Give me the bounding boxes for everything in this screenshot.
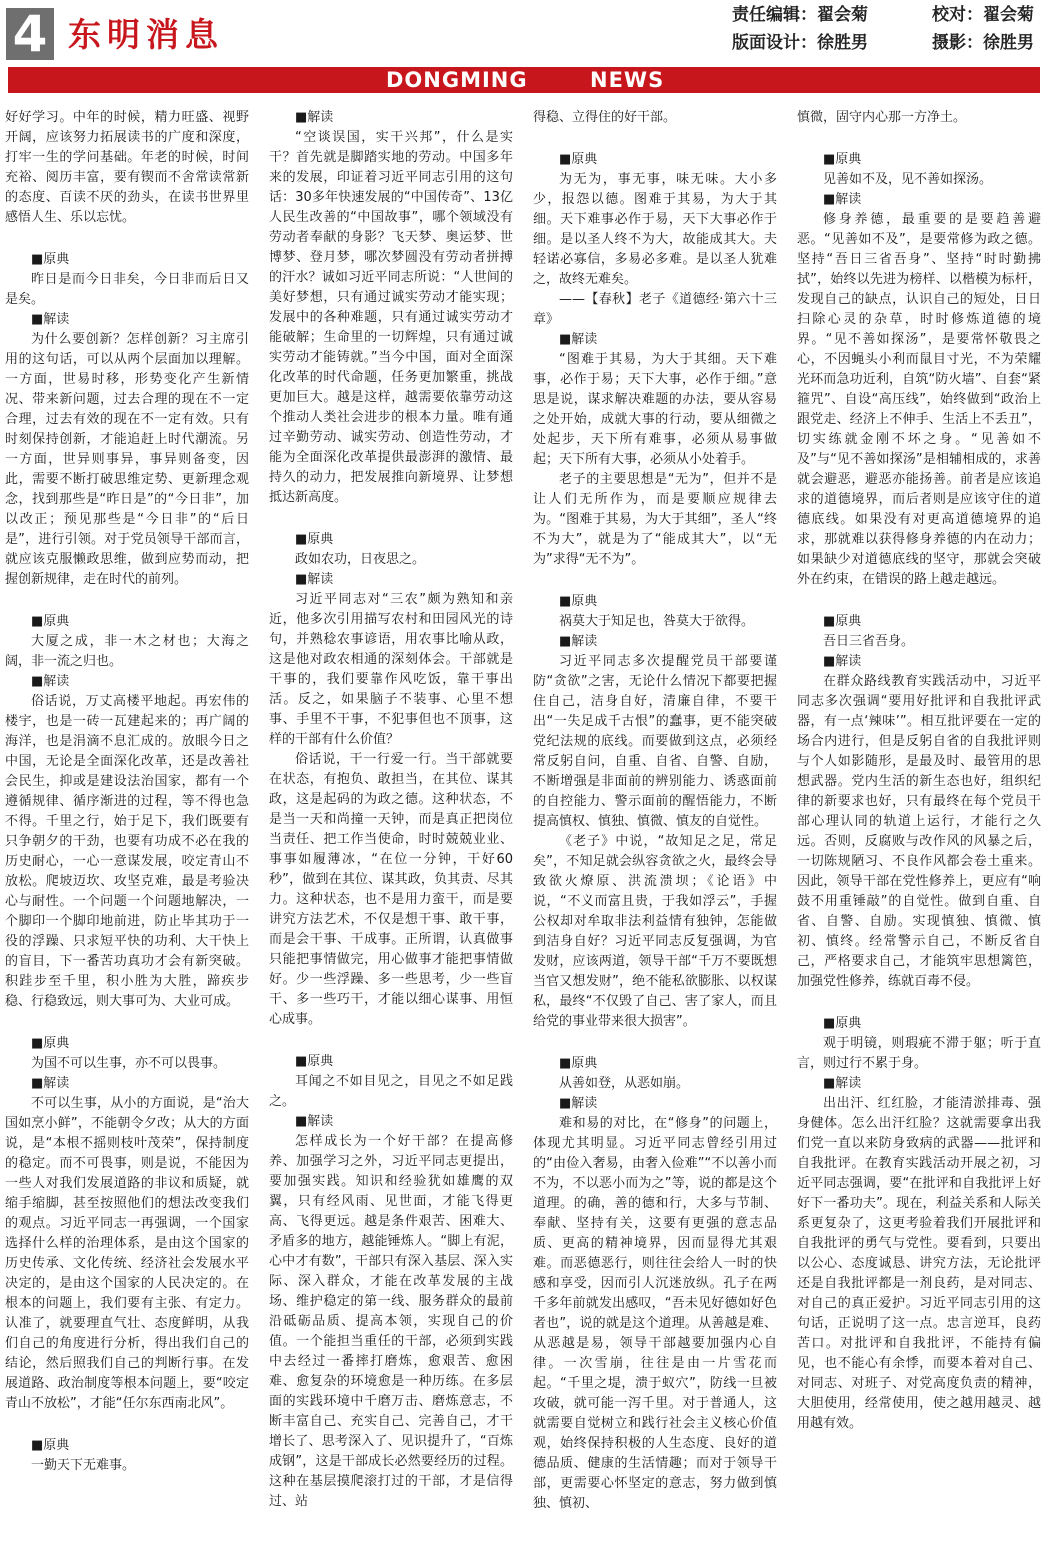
section-label: ■解读 <box>559 634 598 649</box>
paragraph: 怎样成长为一个好干部？在提高修养、加强学习之外，习近平同志更提出，要加强实践。知识和经验犹如雄鹰的双翼，只有经风雨、见世面，才能飞得更高、飞得更远。越是条件艰苦、困难大、矛盾多的地方，越能锤炼人。“脚上有泥，心中才有数”，干部只有深入基层、深入实际、深入群众，才能在改革发展的主战场、维护稳定的第一线、服务群众的最前沿砥砺品质、提高本领，实现自己的价值。一个能担当重任的干部，必须到实践中去经过一番摔打磨炼，愈艰苦、愈困难、愈复杂的环境愈是一种历练。在多层面的实践环境中千磨万击、磨炼意志，不断丰富自己、充实自己、完善自己，才干增长了、思考深入了、见识提升了，“百炼成钢”，这是干部成长必然要经历的过程。这种在基层摸爬滚打过的干部，才是信得过、站 <box>269 1134 513 1509</box>
designer-credit: 版面设计：徐胜男 <box>732 33 868 53</box>
section-label: ■原典 <box>31 1438 70 1453</box>
section-label: ■原典 <box>559 152 598 167</box>
paragraph: 难和易的对比，在“修身”的问题上，体现尤其明显。习近平同志曾经引用过的“由俭入奢易，由奢入俭难”“不以善小而不为，不以恶小而为之”等，说的都是这个道理。的确，善的德和行，大多与节制、奉献、坚持有关，这要有更强的意志品质、更高的精神境界，因而显得尤其艰难。而恶德恶行，则往往会给人一时的快感和享受，因而引人沉迷放纵。孔子在两千多年前就发出感叹，“吾未见好德如好色者也”，说的就是这个道理。从善越是难、从恶越是易，领导干部越要加强内心自律。一次雪崩，往往是由一片雪花而起。“千里之堤，溃于蚁穴”，防线一旦被攻破，就可能一泻千里。对于普通人，这就需要自觉树立和践行社会主义核心价值观，始终保持积极的人生态度、良好的道德品质、健康的生活情趣；而对于领导干部，更需要心怀坚定的意志，努力做到慎独、慎初、 <box>533 1116 777 1511</box>
section-label: ■解读 <box>823 192 862 207</box>
section-label: ■解读 <box>295 110 334 125</box>
banner-word-dongming: DONGMING <box>386 68 528 92</box>
section-label: ■原典 <box>823 152 862 167</box>
masthead-banner <box>8 67 1040 93</box>
paragraph: 俗话说，万丈高楼平地起。再宏伟的楼宇，也是一砖一瓦建起来的；再广阔的海洋，也是涓滴不息汇成的。放眼今日之中国，无论是全面深化改革，还是改善社会民生，抑或是建设法治国家，都有一个遵循规律、循序渐进的过程，等不得也急不得。千里之行，始于足下，我们既要有只争朝夕的干劲，也要有功成不必在我的历史耐心，一心一意谋发展，咬定青山不放松。爬坡迈坎、攻坚克难，最是考验决心与耐性。一个问题一个问题地解决，一个脚印一个脚印地前进，防止毕其功于一役的浮躁、只求短平快的功利、大干快上的盲目，下一番苦功真功才会有新突破。积跬步至千里，积小胜为大胜，蹄疾步稳、行稳致远，则大事可为、大业可成。 <box>5 694 249 1009</box>
quote-text: 观于明镜，则瑕疵不滞于躯；听于直言，则过行不累于身。 <box>797 1036 1041 1071</box>
quote-text: 为无为，事无事，味无味。大小多少，报怨以德。图难于其易，为大于其细。天下难事必作于易，天下大事必作于细。是以圣人终不为大，故能成其大。夫轻诺必寡信，多易必多难。是以圣人犹难之，故终无难矣。 <box>533 172 777 287</box>
section-label: ■解读 <box>559 1096 598 1111</box>
page-header <box>0 0 1050 100</box>
proofreader-credit: 校对：翟会菊 <box>932 5 1034 25</box>
section-label: ■原典 <box>31 1036 70 1051</box>
paragraph: “空谈误国，实干兴邦”，什么是实干？首先就是脚踏实地的劳动。中国多年来的发展，印证着习近平同志引用的这句话：30多年快速发展的“中国传奇”、13亿人民生改善的“中国故事”，哪个领域没有劳动者奉献的身影？飞天梦、奥运梦、世博梦、登月梦，哪次梦圆没有劳动者拼搏的汗水？诚如习近平同志所说：“人世间的美好梦想，只有通过诚实劳动才能实现；发展中的各种难题，只有通过诚实劳动才能破解；生命里的一切辉煌，只有通过诚实劳动才能铸就。”当今中国，面对全面深化改革的时代命题，任务更加繁重，挑战更加巨大。越是这样，越需要依靠劳动这个推动人类社会进步的根本力量。唯有通过辛勤劳动、诚实劳动、创造性劳动，才能为全面深化改革提供最澎湃的激情、最持久的动力，把发展推向新境界、让梦想抵达新高度。 <box>269 130 513 505</box>
paragraph: 《老子》中说，“故知足之足，常足矣”，不知足就会纵容贪欲之火，最终会导致欲火燎原、洪流溃坝；《论语》中说，“不义而富且贵，于我如浮云”，手握公权却对牟取非法利益情有独钟，怎能做到洁身自好？习近平同志反复强调，为官发财，应该两道，领导干部“千万不要既想当官又想发财”，绝不能私欲膨胀、以权谋私，最终“不仅毁了自己、害了家人，而且给党的事业带来很大损害”。 <box>533 834 777 1029</box>
section-label: ■原典 <box>823 1016 862 1031</box>
paragraph: 修身养德，最重要的是要趋善避恶。“见善如不及”，是要常修为政之德。坚持“吾日三省吾身”、坚持“时时勤拂拭”，始终以先进为榜样、以楷模为标杆，发现自己的缺点，认识自己的短处，日日扫除心灵的杂草，时时修炼道德的境界。“见不善如探汤”，是要常怀敬畏之心，不因蝇头小利而鼠目寸光，不为荣耀光环而急功近利，自筑“防火墙”、自套“紧箍咒”、自设“高压线”，始终做到“政治上跟党走、经济上不伸手、生活上不丢丑”，切实练就金刚不坏之身。“见善如不及”与“见不善如探汤”是相辅相成的，求善就会避恶，避恶亦能扬善。前者是应该追求的道德境界，而后者则是应该守住的道德底线。如果没有对更高道德境界的追求，那就难以获得修身养德的内在动力；如果缺少对道德底线的坚守，那就会突破外在约束，在错误的路上越走越远。 <box>797 212 1041 587</box>
quote-text: 大厦之成，非一木之材也；大海之阔，非一流之归也。 <box>5 634 249 669</box>
photographer-credit: 摄影：徐胜男 <box>932 33 1034 53</box>
paragraph: 好好学习。中年的时候，精力旺盛、视野开阔，应该努力拓展读书的广度和深度，打牢一生的学问基础。年老的时候，时间充裕、阅历丰富，要有锲而不舍常读常新的态度、百读不厌的劲头，在读书世界里感悟人生、乐以忘忧。 <box>5 110 249 225</box>
quote-text: 祸莫大于知足也，咎莫大于欲得。 <box>559 614 755 629</box>
section-label: ■解读 <box>295 572 334 587</box>
paragraph: 得稳、立得住的好干部。 <box>533 110 677 125</box>
section-title: 东明消息 <box>68 15 224 54</box>
section-label: ■原典 <box>559 594 598 609</box>
column-1 <box>5 108 249 1538</box>
column-4 <box>797 108 1041 1538</box>
quote-text: 为国不可以生事，亦不可以畏事。 <box>31 1056 227 1071</box>
paragraph: 出出汗、红红脸，才能清淤排毒、强身健体。怎么出汗红脸？这就需要拿出我们党一直以来防身致病的武器——批评和自我批评。在教育实践活动开展之初，习近平同志强调，要“在批评和自我批评上好好下一番功夫”。现在，利益关系和人际关系更复杂了，这更考验着我们开展批评和自我批评的勇气与党性。要看到，只要出以公心、态度诚恳、讲究方法，无论批评还是自我批评都是一剂良药，是对同志、对自己的真正爱护。习近平同志引用的这句话，正说明了这一点。忠言逆耳，良药苦口。对批评和自我批评，不能持有偏见，也不能心有余悸，而要本着对自己、对同志、对班子、对党高度负责的精神，大胆使用，经常使用，使之越用越灵、越用越有效。 <box>797 1096 1041 1431</box>
credits <box>732 4 1044 54</box>
section-label: ■原典 <box>295 532 334 547</box>
paragraph: 俗话说，干一行爱一行。当干部就要在状态，有抱负、敢担当，在其位、谋其政，这是起码的为政之德。这种状态，不是当一天和尚撞一天钟，而是真正把岗位当责任、把工作当使命，时时兢兢业业、事事如履薄冰，“在位一分钟，干好60秒”，做到在其位、谋其政，负其责、尽其力。这种状态，也不是用力蛮干，而是要讲究方法艺术，不仅是想干事、敢干事，而是会干事、干成事。正所谓，认真做事只能把事情做完，用心做事才能把事情做好。少一些浮躁、多一些思考，少一些盲干、多一些巧干，才能以细心谋事、用恒心成事。 <box>269 752 513 1027</box>
paragraph: 习近平同志对“三农”颇为熟知和亲近，他多次引用描写农村和田园风光的诗句，并熟稔农事谚语，用农事比喻从政，这是他对政农相通的深刻体会。干部就是干事的，我们要靠作风吃饭，靠干事出活。反之，如果脑子不装事、心里不想事、手里不干事，不犯事但也不顶事，这样的干部有什么价值？ <box>269 592 513 747</box>
paragraph: 在群众路线教育实践活动中，习近平同志多次强调“要用好批评和自我批评武器，有一点‘辣味’”。相互批评要在一定的场合内进行，但是反躬自省的自我批评则与个人如影随形，是最及时、最管用的思想武器。党内生活的新生态也好，组织纪律的新要求也好，只有最终在每个党员干部心理认同的轨道上运行，才能行之久远。否则，反腐败与改作风的风暴之后，一切陈规陋习、不良作风都会卷土重来。因此，领导干部在党性修养上，更应有“响鼓不用重锤敲”的自觉性。做到自重、自省、自警、自励。实现慎独、慎微、慎初、慎终。经常警示自己，不断反省自己，严格要求自己，才能筑牢思想篱笆，加强党性修养，练就百毒不侵。 <box>797 674 1041 989</box>
page-number: 4 <box>6 8 54 60</box>
quote-text: 耳闻之不如目见之，目见之不如足践之。 <box>269 1074 513 1109</box>
section-label: ■原典 <box>559 1056 598 1071</box>
section-label: ■原典 <box>31 252 70 267</box>
quote-source: ——【春秋】老子《道德经·第六十三章》 <box>533 292 777 327</box>
quote-text: 从善如登，从恶如崩。 <box>559 1076 690 1091</box>
editor-credit: 责任编辑：翟会菊 <box>732 5 868 25</box>
quote-text: 一勤天下无难事。 <box>31 1458 136 1473</box>
section-label: ■原典 <box>823 614 862 629</box>
paragraph: 习近平同志多次提醒党员干部要谨防“贪欲”之害，无论什么情况下都要把握住自己，洁身自好，清廉自律，不要干出“一失足成千古恨”的蠢事，更不能突破党纪法规的底线。而要做到这点，必须经常反躬自问，自重、自省、自警、自励，不断增强是非面前的辨别能力、诱惑面前的自控能力、警示面前的醒悟能力，不断提高慎权、慎独、慎微、慎友的自觉性。 <box>533 654 777 829</box>
section-label: ■解读 <box>823 654 862 669</box>
banner-word-news: NEWS <box>590 68 665 92</box>
paragraph: 慎微，固守内心那一方净土。 <box>797 110 967 125</box>
section-label: ■解读 <box>823 1076 862 1091</box>
section-label: ■解读 <box>295 1114 334 1129</box>
quote-text: 吾日三省吾身。 <box>823 634 915 649</box>
section-label: ■原典 <box>31 614 70 629</box>
paragraph: 为什么要创新？怎样创新？习主席引用的这句话，可以从两个层面加以理解。一方面，世易时移，形势变化产生新情况、带来新问题，过去合理的现在不一定合理，过去有效的现在不一定有效。只有时刻保持创新，才能追赶上时代潮流。另一方面，世异则事异，事异则备变，因此，需要不断打破思维定势、更新理念观念，找到那些是“昨日是”的“今日非”，加以改正；预见那些是“今日非”的“后日是”，进行引领。对于党员领导干部而言，就应该克服懒政思维，做到应势而动，把握创新规律，走在时代的前列。 <box>5 332 249 587</box>
column-2 <box>269 108 513 1538</box>
section-label: ■解读 <box>31 674 70 689</box>
section-label: ■解读 <box>559 332 598 347</box>
section-label: ■原典 <box>295 1054 334 1069</box>
quote-text: 政如农功，日夜思之。 <box>295 552 426 567</box>
quote-text: 昨日是而今日非矣，今日非而后日又是矣。 <box>5 272 249 307</box>
paragraph: 不可以生事，从小的方面说，是“治大国如烹小鲜”，不能朝令夕改；从大的方面说，是“本根不摇则枝叶茂荣”，保持制度的稳定。而不可畏事，则是说，不能因为一些人对我们发展道路的非议和质疑，就缩手缩脚，甚至按照他们的想法改变我们的观点。习近平同志一再强调，一个国家选择什么样的治理体系，是由这个国家的历史传承、文化传统、经济社会发展水平决定的，是由这个国家的人民决定的。在根本的问题上，我们要有主张、有定力。认准了，就要理直气壮、态度鲜明，从我们自己的角度进行分析，得出我们自己的结论，然后照我们自己的判断行事。在发展道路、政治制度等根本问题上，要“咬定青山不放松”，才能“任尔东西南北风”。 <box>5 1096 249 1411</box>
section-label: ■解读 <box>31 312 70 327</box>
paragraph: “图难于其易，为大于其细。天下难事，必作于易；天下大事，必作于细。”意思是说，谋求解决难题的办法，要从容易之处开始，成就大事的行动，要从细微之处起步，天下所有难事，必须从易事做起；天下所有大事，必须从小处着手。 <box>533 352 777 467</box>
quote-text: 见善如不及，见不善如探汤。 <box>823 172 993 187</box>
paragraph: 老子的主要思想是“无为”，但并不是让人们无所作为，而是要顺应规律去为。“图难于其易，为大于其细”，圣人“终不为大”，就是为了“能成其大”，以“无为”求得“无不为”。 <box>533 472 777 567</box>
section-label: ■解读 <box>31 1076 70 1091</box>
column-3 <box>533 108 777 1538</box>
